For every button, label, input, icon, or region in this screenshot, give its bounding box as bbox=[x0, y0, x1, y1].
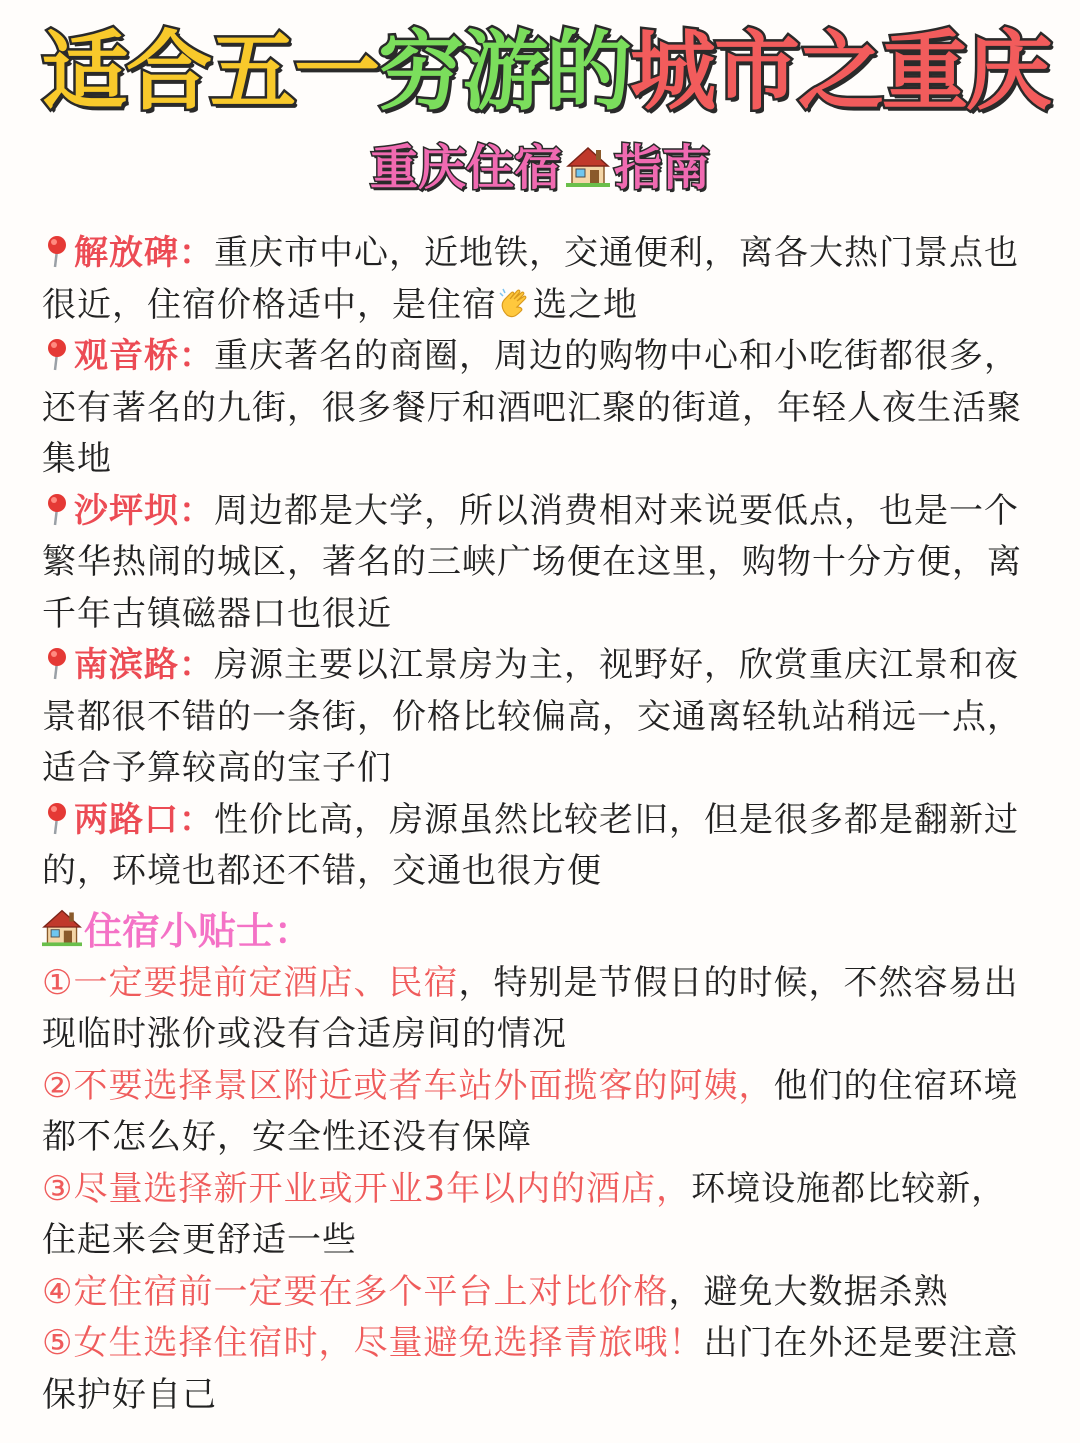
location-item bbox=[42, 228, 1038, 331]
location-item bbox=[42, 640, 1038, 795]
location-name: 解放碑： bbox=[74, 233, 214, 273]
tip-item bbox=[42, 958, 1038, 1061]
location-item bbox=[42, 486, 1038, 641]
house-icon bbox=[42, 907, 82, 947]
tip-text: ，特别是节假日的时候，不然容易出现临时涨价或没有合适房间的情况 bbox=[42, 962, 1019, 1054]
location-text: 性价比高，房源虽然比较老旧，但是很多都是翻新过的，环境也都还不错，交通也很方便 bbox=[42, 799, 1019, 891]
location-text: 重庆市中心，近地铁，交通便利，离各大热门景点也很近，住宿价格适中，是住宿 bbox=[42, 233, 1019, 325]
tip-highlight: ④定住宿前一定要在多个平台上对比价格 bbox=[42, 1271, 669, 1312]
title-part-green: 穷游的 bbox=[378, 22, 630, 122]
location-text: 房源主要以江景房为主，视野好，欣赏重庆江景和夜景都很不错的一条街，价格比较偏高，交通离轻轨站稍远一点，适合予算较高的宝子们 bbox=[42, 645, 1022, 788]
subtitle-left: 重庆住宿 bbox=[369, 140, 562, 196]
waving-hand-icon bbox=[497, 285, 533, 321]
location-text: 周边都是大学，所以消费相对来说要低点，也是一个繁华热闹的城区，著名的三峡广场便在这里，购物十分方便，离千年古镇磁器口也很近 bbox=[42, 490, 1022, 634]
location-text-end: 选之地 bbox=[533, 284, 638, 325]
page-subtitle bbox=[42, 138, 1038, 204]
tip-highlight: ⑤女生选择住宿时，尽量避免选择青旅哦！ bbox=[42, 1323, 704, 1363]
location-name: 沙坪坝： bbox=[74, 490, 214, 531]
pushpin-icon bbox=[42, 492, 72, 526]
content bbox=[42, 228, 1038, 1421]
title-part-yellow: 适合五一 bbox=[42, 22, 378, 122]
tip-item bbox=[42, 1164, 1038, 1267]
tip-item bbox=[42, 1267, 1038, 1319]
location-name: 观音桥： bbox=[74, 336, 214, 376]
tip-text: 出门在外还是要注意保护好自己 bbox=[42, 1323, 1019, 1415]
location-text: 重庆著名的商圈，周边的购物中心和小吃街都很多，还有著名的九街，很多餐厅和酒吧汇聚的街道，年轻人夜生活聚集地 bbox=[42, 336, 1022, 479]
location-item bbox=[42, 795, 1038, 898]
location-name: 两路口： bbox=[74, 799, 214, 840]
house-icon bbox=[566, 144, 610, 188]
tip-text: ，避免大数据杀熟 bbox=[668, 1271, 949, 1312]
tip-item bbox=[42, 1318, 1038, 1421]
tips-heading bbox=[42, 904, 1038, 958]
pushpin-icon bbox=[42, 801, 72, 835]
tip-item bbox=[42, 1061, 1038, 1164]
pushpin-icon bbox=[42, 646, 72, 680]
tips-heading-text: 住宿小贴士： bbox=[84, 908, 313, 953]
tip-highlight: ②不要选择景区附近或者车站外面揽客的阿姨， bbox=[42, 1065, 774, 1106]
tip-highlight: ③尽量选择新开业或开业3年以内的酒店， bbox=[42, 1168, 692, 1209]
location-item bbox=[42, 331, 1038, 486]
subtitle-right: 指南 bbox=[614, 140, 711, 196]
location-name: 南滨路： bbox=[74, 645, 214, 685]
tip-highlight: ①一定要提前定酒店、民宿 bbox=[42, 962, 459, 1003]
pushpin-icon bbox=[42, 234, 72, 268]
pushpin-icon bbox=[42, 337, 72, 371]
tip-text: 他们的住宿环境都不怎么好，安全性还没有保障 bbox=[42, 1065, 1019, 1157]
tip-text: 环境设施都比较新，住起来会更舒适一些 bbox=[42, 1168, 1007, 1260]
title-part-red: 城市之重庆 bbox=[630, 22, 1050, 122]
page-title bbox=[42, 0, 1050, 124]
